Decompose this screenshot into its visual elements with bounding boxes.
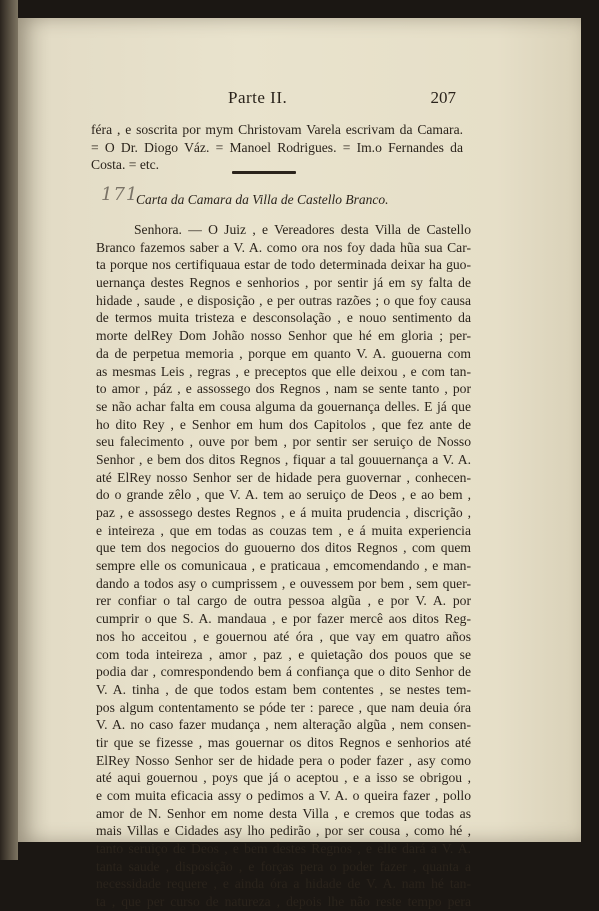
- body-line: nos ho acceitou , e gouernou até óra , que vay em quatro años: [96, 628, 471, 644]
- body-line: seu falecimento , ouve por bem , por sentir ser seruiço de Nosso: [96, 434, 471, 450]
- body-line: da de perpetua memoria , porque em quanto V. A. guouerna com: [96, 345, 471, 361]
- page-sheet: [18, 18, 581, 910]
- opening-line: Costa. = etc.: [91, 157, 160, 173]
- body-line: Branco fazemos saber a V. A. como ora nos foy dada hũa sua Car-: [96, 239, 471, 255]
- body-line: de termos muita tristeza e desconsolação , e nouo sentimento da: [96, 310, 471, 326]
- body-line: e com muita eficacia assy o pedimos a V. A. o queira fazer , pollo: [96, 788, 471, 803]
- body-line: ElRey Nosso Senhor ser de hidade pera o poder fazer , asy como: [96, 752, 471, 768]
- opening-paragraph: [91, 121, 463, 174]
- body-line: pos algum contentamento se póde ter : parece , que nam deuia óra: [96, 699, 471, 715]
- body-line: dando a todos asy o cumprissem , e ouvessem por bem , sem quer-: [96, 575, 471, 591]
- body-line: Senhora. — O Juiz , e Vereadores desta Villa de Castello: [134, 222, 471, 237]
- margin-annotation: 171: [101, 184, 139, 205]
- body-line: rer confiar o tal cargo de outra pessoa algũa , e por V. A. por: [96, 593, 471, 609]
- running-header-title: Parte II.: [228, 88, 288, 107]
- body-line: podia dar , comrespondendo bem á confiança que o dito Senhor de: [96, 664, 471, 680]
- body-line: tir que se fizesse , mas gouernar os ditos Regnos e senhorios até: [96, 734, 471, 750]
- body-line: morte delRey Dom Johão nosso Senhor que hé em gloria ; per-: [96, 328, 471, 344]
- body-line: tanta saude , disposição , e forças pera o poder fazer , quanta a: [96, 858, 471, 874]
- facing-page-edge: [0, 0, 18, 860]
- body-line: Senhor , e bem dos ditos Regnos , fiquar a tal gouuernança a V. A.: [96, 451, 471, 467]
- body-line: paz , e assossego destes Regnos , e á muita prudencia , discrição ,: [96, 505, 471, 520]
- body-line: ta , que per curso de natureza , depois lhe não reste tempo pera: [96, 894, 471, 910]
- body-line: até ElRey nosso Senhor ser de hidade pera guovernar , conhecen-: [96, 469, 471, 485]
- body-line: V. A. no caso fazer mudança , nem alteração algũa , nem consen-: [96, 717, 471, 733]
- opening-line: = O Dr. Diogo Váz. = Manoel Rodrigues. = Im.o Fernandes da: [91, 139, 463, 155]
- body-line: com toda inteireza , amor , paz , e quietação dos pouos que se: [96, 646, 471, 662]
- body-line: necessidade requere , e ainda óra a hidade de V. A. nam hé tan-: [96, 876, 471, 892]
- page-number: 207: [430, 88, 456, 107]
- body-line: hidade , saude , e disposição , e per outras razões ; o que foy causa: [96, 292, 471, 308]
- body-line: cumprir o que S. A. mandaua , e por fazer mercê aos ditos Reg-: [96, 611, 471, 627]
- body-line: e inteireza , que em todas as couzas tem , e á muita experiencia: [96, 522, 471, 538]
- letter-body: [96, 221, 471, 911]
- body-line: uernança destes Regnos e senhorios , por sentir já em sy falta de: [96, 275, 471, 291]
- body-line: as mesmas Leis , regras , e preceptos que elle deixou , e com tan-: [96, 363, 471, 379]
- running-header: [18, 88, 581, 112]
- body-line: que tem dos negocios do guouerno dos ditos Regnos , com quem: [96, 540, 471, 556]
- body-line: tanto seruiço de Deos , e bem destes Regnos , e elle dará a V. A.: [96, 841, 471, 857]
- opening-line: féra , e soscrita por mym Christovam Varela escrivam da Camara.: [91, 122, 463, 137]
- body-line: V. A. tinha , de que todos estam bem contentes , se nestes tem-: [96, 681, 471, 697]
- body-line: amor de N. Senhor em nome desta Villa , e cremos que todas as: [96, 805, 471, 821]
- body-line: até aqui gouernou , poys que já o aceptou , e a isso se obrigou ,: [96, 770, 471, 786]
- letter-heading: Carta da Camara da Villa de Castello Branco.: [136, 192, 389, 207]
- body-line: do o grande zêlo , que V. A. tem ao seruiço de Deos , e ao bem ,: [96, 487, 471, 503]
- body-line: to amor , páz , e assossego dos Regnos , nam se sente tanto , por: [96, 381, 471, 397]
- body-line: ta porque nos certifiquaua estar de todo determinada deixar ha guo-: [96, 257, 471, 273]
- body-line: se não achar falta em cousa alguma da gouernança delles. E já que: [96, 398, 471, 414]
- body-line: mais Villas e Cidades asy lho pedirão , por ser cousa , como hé ,: [96, 823, 471, 839]
- body-line: sempre elle os comunicaua , e praticaua , emcomendando , e man-: [96, 558, 471, 574]
- section-divider: [232, 171, 296, 174]
- body-line: ho dito Rey , e Senhor em hum dos Capitolos , que fez ante de: [96, 416, 471, 432]
